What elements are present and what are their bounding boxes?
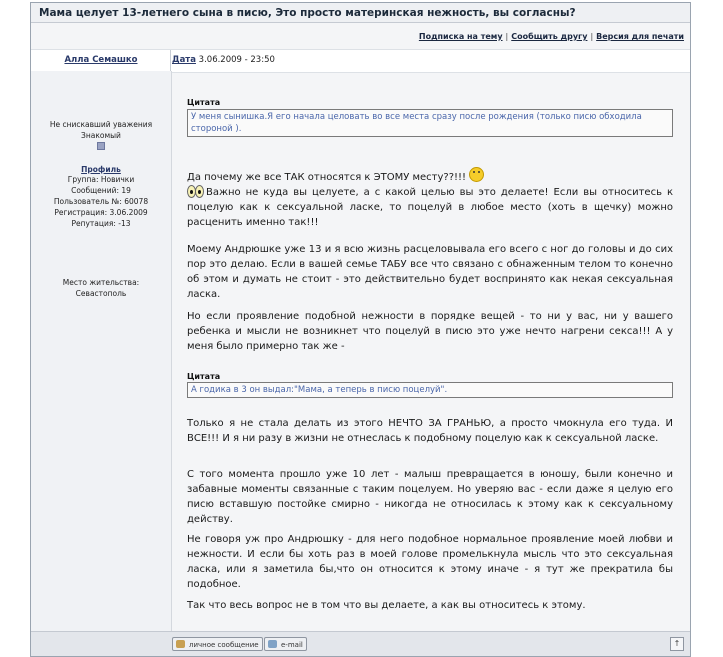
arrow-up-icon[interactable]: ↑ <box>670 637 684 651</box>
topic-toolbar <box>31 32 690 46</box>
print-version-link[interactable]: Версия для печати <box>596 32 684 41</box>
column-divider <box>170 50 171 72</box>
email-button[interactable] <box>264 637 307 651</box>
author-name-link[interactable]: Алла Семашко <box>64 55 138 65</box>
email-label: e-mail <box>281 641 303 649</box>
profile-link[interactable]: Профиль <box>81 165 121 174</box>
profile-wrap <box>31 165 171 174</box>
post-footer <box>31 631 690 657</box>
email-icon <box>268 640 277 648</box>
post-paragraph: Моему Андрюшке уже 13 и я всю жизнь расцеловывала его всего с ног до головы и до сих пор это делаю. Если в вашей семье ТАБУ все что связано с обнаженным телом то конечно об этом и думать не стоит - это действительно будет воспринято как некая сексуальная ласка. <box>187 244 673 300</box>
author-posts: Сообщений: 19 <box>71 186 131 195</box>
private-message-label: личное сообщение <box>189 641 259 649</box>
date-link[interactable]: Дата <box>172 55 196 65</box>
author-registered: Регистрация: 3.06.2009 <box>54 208 148 217</box>
post-paragraph-text: Да почему же все ТАК относятся к ЭТОМУ месту??!!! <box>187 172 467 183</box>
post-paragraph: Только я не стала делать из этого НЕЧТО ЗА ГРАНЬЮ, а просто чмокнула его туда. И ВСЕ!!! И я ни разу в жизни не отнеслась к подобному поцелую как к сексуальной ласке. <box>187 418 673 444</box>
post-date <box>172 55 275 65</box>
author-info-panel <box>31 71 172 631</box>
author-location: Севастополь <box>75 289 127 298</box>
quote-box: А годика в 3 он выдал:"Мама, а теперь в писю поцелуй". <box>187 382 673 398</box>
author-rank: Не снискавший уважения <box>49 120 153 129</box>
post-paragraph <box>187 167 673 185</box>
post-paragraph: Не говоря уж про Андрюшку - для него подобное нормальное проявление моей любви и нежности. И если бы хоть раз в моей голове промелькнула мысль что это сексуальная ласка, или я заметила бы,что он относится к этому иначе - я тут же прекратила бы подобное. <box>187 534 673 590</box>
post-paragraph: С того момента прошло уже 10 лет - малыш превращается в юношу, были конечно и забавные моменты связанные с таким поцелуем. Но уверяю вас - если даже я целую его писю вставшую постойке смирно - никогда не относилась к этому как к сексуальному действу. <box>187 469 673 525</box>
topic-title: Мама целует 13-летнего сына в писю, Это просто материнская нежность, вы согласны? <box>31 3 690 23</box>
wide-eyes-icon <box>187 185 203 197</box>
toolbar-separator: | <box>590 32 594 41</box>
tell-friend-link[interactable]: Сообщить другу <box>511 32 588 41</box>
forum-post-frame <box>30 2 691 657</box>
pm-icon <box>176 640 185 648</box>
post-paragraph-text: Важно не куда вы целуете, а с какой целью вы это делаете! Если вы относитесь к поцелую как к сексуальной ласке, то поцелуй в любое место (хоть в щечку) можно расценить именно так!!! <box>187 187 673 228</box>
author-location-label: Место жительства: <box>62 278 140 287</box>
smile-icon <box>469 167 484 182</box>
post-paragraph: Но если проявление подобной нежности в порядке вещей - то ни у вас, ни у вашего ребенка и мысли не возникнет что поцелуй в писю это уже нечто нагрени секса!!! А у меня было примерно так же - <box>187 311 673 352</box>
post-date-value: 3.06.2009 - 23:50 <box>198 55 275 65</box>
post-header-row <box>31 49 690 73</box>
rank-pip-icon <box>97 142 105 150</box>
author-user-number: Пользователь №: 60078 <box>53 197 149 206</box>
author-reputation: Репутация: -13 <box>71 219 131 228</box>
author-group: Группа: Новички <box>67 175 135 184</box>
private-message-button[interactable] <box>172 637 263 651</box>
quote-label: Цитата <box>187 372 221 381</box>
quote-box: У меня сынишка.Я его начала целовать во все места сразу после рождения (только писю обходила стороной ). <box>187 109 673 137</box>
author-title: Знакомый <box>81 131 121 140</box>
post-paragraph: Так что весь вопрос не в том что вы делаете, а как вы относитесь к этому. <box>187 600 586 611</box>
rank-pip-wrap <box>31 142 171 152</box>
quote-label: Цитата <box>187 98 221 107</box>
post-paragraph <box>187 185 673 230</box>
toolbar-separator: | <box>505 32 509 41</box>
subscribe-link[interactable]: Подписка на тему <box>418 32 503 41</box>
